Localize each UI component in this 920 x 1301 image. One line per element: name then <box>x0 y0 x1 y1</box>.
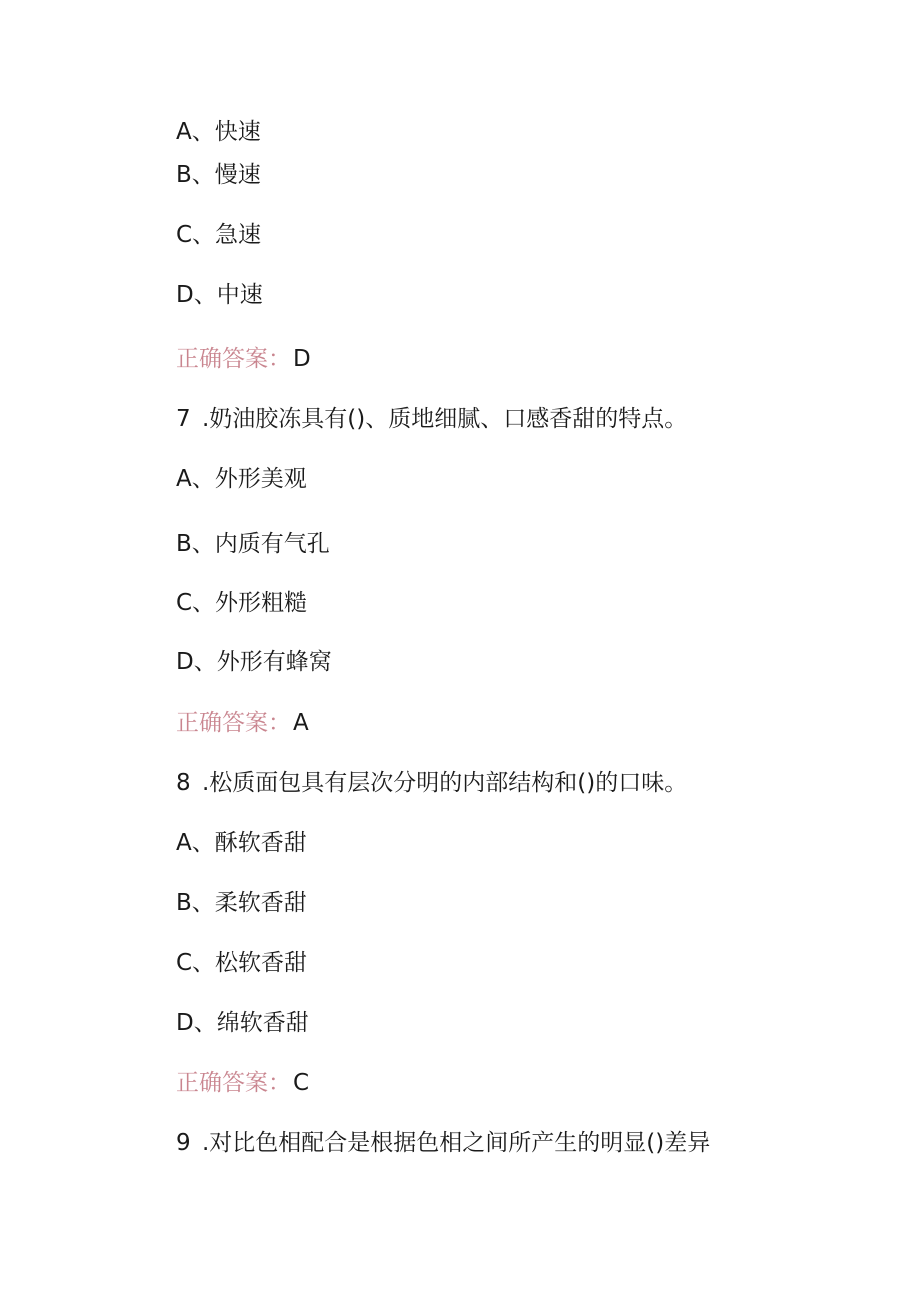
answer-label: 正确答案： <box>176 710 291 736</box>
q6-option-c: C、急速 <box>176 222 262 248</box>
q9-question <box>176 1128 710 1158</box>
q6-option-a: A、快速 <box>176 119 261 145</box>
q8-answer <box>176 1068 309 1098</box>
q7-option-c: C、外形粗糙 <box>176 590 308 616</box>
question-text: .松质面包具有层次分明的内部结构和()的口味。 <box>202 770 688 796</box>
q7-answer <box>176 708 309 738</box>
q8-option-a: A、酥软香甜 <box>176 830 307 856</box>
q7-question <box>176 404 687 434</box>
question-text: .对比色相配合是根据色相之间所产生的明显()差异 <box>202 1130 711 1156</box>
question-number: 9 <box>176 1130 191 1156</box>
question-number: 7 <box>176 406 191 432</box>
q8-question <box>176 768 687 798</box>
q8-option-b: B、柔软香甜 <box>176 890 307 916</box>
q6-option-d: D、中速 <box>176 282 263 308</box>
q7-option-b: B、内质有气孔 <box>176 531 330 557</box>
answer-value: A <box>293 710 309 736</box>
q6-option-b: B、慢速 <box>176 162 261 188</box>
q8-option-d: D、绵软香甜 <box>176 1010 309 1036</box>
question-text: .奶油胶冻具有()、质地细腻、口感香甜的特点。 <box>202 406 688 432</box>
answer-value: D <box>293 346 311 372</box>
answer-label: 正确答案： <box>176 1070 291 1096</box>
q8-option-c: C、松软香甜 <box>176 950 308 976</box>
answer-label: 正确答案： <box>176 346 291 372</box>
q7-option-d: D、外形有蜂窝 <box>176 649 332 675</box>
answer-value: C <box>293 1070 310 1096</box>
q7-option-a: A、外形美观 <box>176 466 307 492</box>
q6-answer <box>176 344 311 374</box>
question-number: 8 <box>176 770 191 796</box>
